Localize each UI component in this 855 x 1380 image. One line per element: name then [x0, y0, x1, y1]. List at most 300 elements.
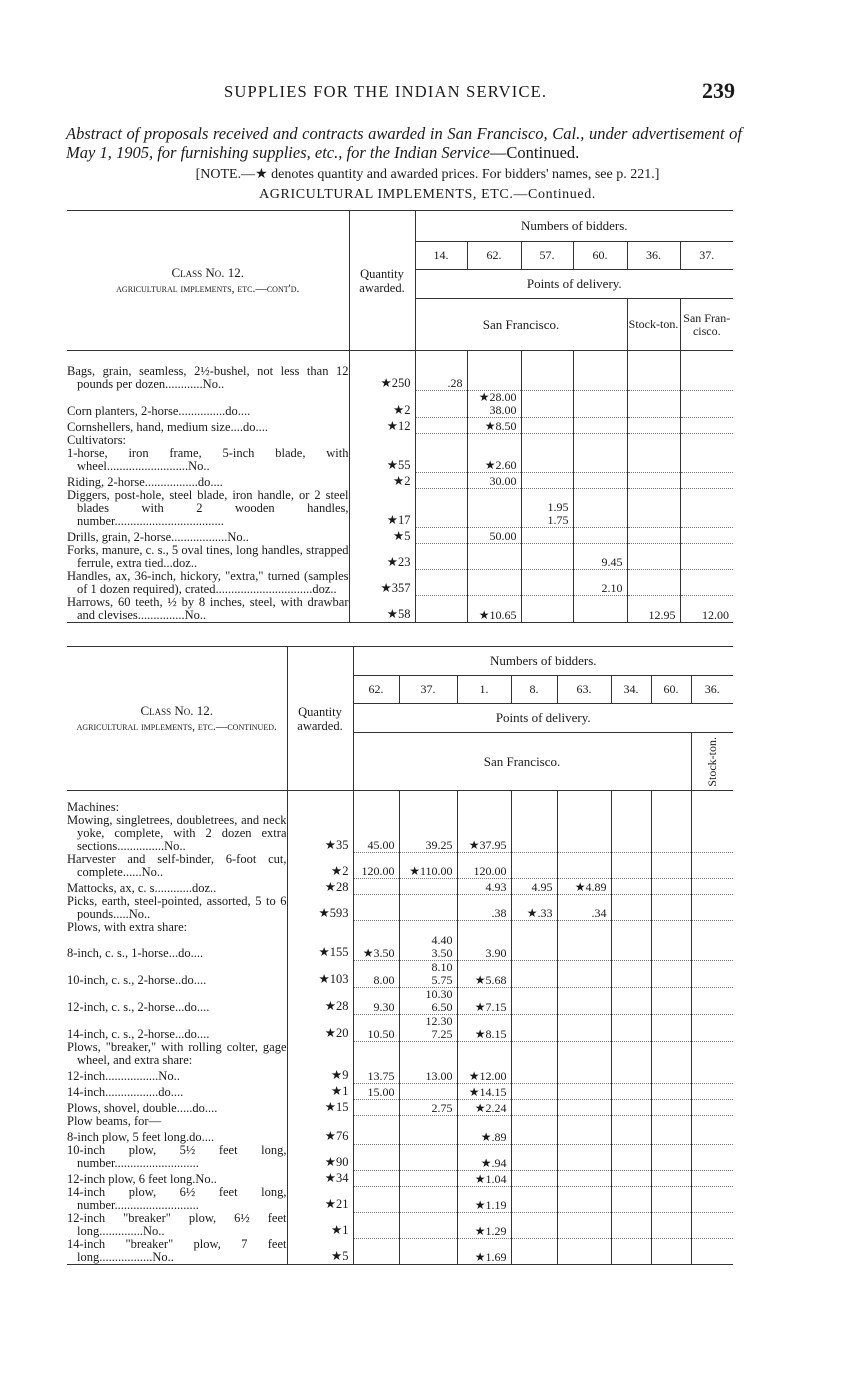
- bid-price: [651, 1186, 691, 1212]
- table-row: [67, 570, 733, 596]
- bid-price: [627, 391, 680, 418]
- bid-price: [521, 391, 573, 418]
- table-row: [67, 1128, 733, 1144]
- quantity-awarded: [287, 801, 353, 814]
- bid-price: [511, 1128, 557, 1144]
- bid-price: [573, 489, 627, 528]
- bid-price: 12.30 7.25: [399, 1014, 457, 1041]
- bid-price: [611, 1186, 651, 1212]
- bid-price: [521, 434, 573, 447]
- bid-price: 1.95 1.75: [521, 489, 573, 528]
- table-row: [67, 447, 733, 473]
- bid-price: [691, 934, 733, 961]
- delivery-stockton: Stock-ton.: [627, 299, 680, 351]
- table-row: [67, 921, 733, 934]
- bid-price: [399, 1128, 457, 1144]
- item-description: 10-inch plow, 5½ feet long, number...........................: [67, 1144, 287, 1170]
- bid-price: [415, 447, 467, 473]
- bid-price: [651, 1099, 691, 1115]
- bid-price: [353, 921, 399, 934]
- bid-price: [353, 879, 399, 895]
- bid-price: 120.00: [353, 853, 399, 879]
- bid-price: [691, 1041, 733, 1067]
- item-description: Harvester and self-binder, 6-foot cut, complete......No..: [67, 852, 287, 879]
- bid-price: [691, 814, 733, 853]
- bid-price: [557, 801, 611, 814]
- table-row: [67, 853, 733, 879]
- quantity-awarded: ★593: [287, 895, 353, 921]
- points-header: Points of delivery.: [353, 704, 733, 733]
- item-description: Machines:: [67, 800, 120, 814]
- bid-price: 15.00: [353, 1083, 399, 1099]
- quantity-awarded: ★90: [287, 1144, 353, 1170]
- class-header: [67, 647, 287, 791]
- bid-price: ★.94: [457, 1144, 511, 1170]
- bid-price: ★110.00: [399, 853, 457, 879]
- bid-price: [611, 1067, 651, 1083]
- class-label: Class No. 12.: [171, 264, 245, 280]
- bid-price: ★7.15: [457, 987, 511, 1014]
- bid-price: ★3.50: [353, 934, 399, 961]
- bid-price: [399, 879, 457, 895]
- item-description: 12-inch plow, 6 feet long.No..: [67, 1172, 217, 1186]
- bid-price: [611, 921, 651, 934]
- bid-price: [557, 1144, 611, 1170]
- bid-price: [353, 1144, 399, 1170]
- bid-price: [511, 814, 557, 853]
- bid-price: [415, 528, 467, 544]
- bid-price: [691, 1238, 733, 1265]
- quantity-awarded: ★28: [287, 987, 353, 1014]
- table-row: [67, 1238, 733, 1265]
- bid-price: 3.90: [457, 934, 511, 961]
- bid-price: [611, 1170, 651, 1186]
- bid-price: [680, 434, 733, 447]
- table-1-grid: [67, 210, 733, 629]
- bid-price: [573, 434, 627, 447]
- bid-price: [353, 1170, 399, 1186]
- bid-price: ★.33: [511, 895, 557, 921]
- bid-price: [457, 1041, 511, 1067]
- bid-price: 2.75: [399, 1099, 457, 1115]
- bid-price: [467, 434, 521, 447]
- bid-price: [415, 570, 467, 596]
- table-row: [67, 987, 733, 1014]
- item-description: Mowing, singletrees, doubletrees, and neck yoke, complete, with 2 dozen extra sections...............No..: [67, 813, 287, 853]
- bid-price: ★5.68: [457, 960, 511, 987]
- bid-price: [521, 365, 573, 391]
- bidder-number: 60.: [651, 676, 691, 704]
- bid-price: [521, 528, 573, 544]
- bid-price: [691, 1067, 733, 1083]
- table-row: [67, 473, 733, 489]
- bid-price: [691, 1128, 733, 1144]
- quantity-awarded-header: Quantity awarded.: [287, 647, 353, 791]
- bid-price: [680, 528, 733, 544]
- bid-price: [399, 801, 457, 814]
- quantity-awarded: ★20: [287, 1014, 353, 1041]
- bid-price: ★4.89: [557, 879, 611, 895]
- points-header: Points of delivery.: [415, 270, 733, 299]
- bid-price: [557, 1238, 611, 1265]
- bid-price: [651, 1144, 691, 1170]
- item-description: 10-inch, c. s., 2-horse..do....: [67, 973, 207, 987]
- bid-price: [627, 544, 680, 570]
- bid-price: 8.10 5.75: [399, 960, 457, 987]
- bid-price: ★2.60: [467, 447, 521, 473]
- bidder-number: 36.: [691, 676, 733, 704]
- bid-price: [573, 418, 627, 434]
- quantity-awarded: [349, 434, 415, 447]
- bid-price: [557, 1186, 611, 1212]
- quantity-awarded: ★17: [349, 489, 415, 528]
- table-row: [67, 895, 733, 921]
- item-description: Diggers, post-hole, steel blade, iron handle, or 2 steel blades with 2 wooden handles, number...................................: [67, 488, 349, 528]
- bid-price: 9.45: [573, 544, 627, 570]
- bid-price: [511, 1144, 557, 1170]
- table-2: [67, 646, 733, 1271]
- bid-price: [691, 1144, 733, 1170]
- bid-price: [511, 1099, 557, 1115]
- bid-price: [611, 801, 651, 814]
- bid-price: [557, 1083, 611, 1099]
- bid-price: [557, 1170, 611, 1186]
- bid-price: [627, 434, 680, 447]
- table-row: [67, 596, 733, 623]
- bid-price: [573, 528, 627, 544]
- class-label: Class No. 12.: [140, 702, 214, 718]
- item-description: 14-inch, c. s., 2-horse...do....: [67, 1027, 210, 1041]
- class-header: [67, 211, 349, 351]
- quantity-awarded: ★23: [349, 544, 415, 570]
- bid-price: [611, 960, 651, 987]
- running-head: [0, 78, 855, 106]
- item-description: Plow beams, for—: [67, 1115, 162, 1128]
- note: [NOTE.—★ denotes quantity and awarded prices. For bidders' names, see p. 221.]: [195, 167, 660, 182]
- item-description: Cornshellers, hand, medium size....do....: [67, 419, 269, 434]
- quantity-awarded: ★250: [349, 365, 415, 391]
- bidder-number: 34.: [611, 676, 651, 704]
- bid-price: [353, 1238, 399, 1265]
- bid-price: [557, 1041, 611, 1067]
- bidders-header: Numbers of bidders.: [353, 647, 733, 676]
- bid-price: 10.50: [353, 1014, 399, 1041]
- bid-price: 50.00: [467, 528, 521, 544]
- bid-price: [627, 570, 680, 596]
- bid-price: [399, 1170, 457, 1186]
- bid-price: [511, 801, 557, 814]
- quantity-awarded: ★21: [287, 1186, 353, 1212]
- table-row: [67, 1186, 733, 1212]
- quantity-awarded: ★34: [287, 1170, 353, 1186]
- bid-price: [557, 987, 611, 1014]
- abstract-title: [66, 124, 742, 162]
- bid-price: [353, 895, 399, 921]
- bidder-number: 37.: [399, 676, 457, 704]
- bid-price: ★8.50: [467, 418, 521, 434]
- item-description: Mattocks, ax, c. s............doz..: [67, 880, 217, 895]
- item-description: Handles, ax, 36-inch, hickory, "extra," turned (samples of 1 dozen required), crated...............................doz..: [67, 569, 349, 596]
- bid-price: [399, 1041, 457, 1067]
- class-description: agricultural implements, etc.—cont'd.: [116, 282, 300, 295]
- bid-price: 4.95: [511, 879, 557, 895]
- quantity-awarded: ★28: [287, 879, 353, 895]
- item-description: Riding, 2-horse.................do....: [67, 474, 223, 489]
- bid-price: [353, 1128, 399, 1144]
- bidder-number: 14.: [415, 242, 467, 270]
- item-description: Bags, grain, seamless, 2½-bushel, not less than 12 pounds per dozen............No..: [67, 364, 349, 391]
- item-description: 1-horse, iron frame, 5-inch blade, with wheel..........................No..: [67, 446, 349, 473]
- quantity-awarded: ★15: [287, 1099, 353, 1115]
- bid-price: 4.40 3.50: [399, 934, 457, 961]
- table-row: [67, 1170, 733, 1186]
- quantity-awarded: ★5: [349, 528, 415, 544]
- table-row: [67, 1212, 733, 1238]
- bid-price: [651, 853, 691, 879]
- bid-price: [651, 987, 691, 1014]
- table-2-grid: [67, 646, 733, 1271]
- bid-price: [399, 1083, 457, 1099]
- bid-price: 4.93: [457, 879, 511, 895]
- bid-price: [557, 921, 611, 934]
- bid-price: [611, 853, 651, 879]
- quantity-awarded: ★5: [287, 1238, 353, 1265]
- item-description: Plows, with extra share:: [67, 920, 188, 934]
- item-description: 12-inch.................No..: [67, 1069, 180, 1083]
- item-description: 12-inch, c. s., 2-horse...do....: [67, 1000, 210, 1014]
- item-description: 14-inch "breaker" plow, 7 feet long.................No..: [67, 1238, 287, 1264]
- bid-price: ★37.95: [457, 814, 511, 853]
- bid-price: 12.95: [627, 596, 680, 623]
- bid-price: [691, 1115, 733, 1128]
- bid-price: ★12.00: [457, 1067, 511, 1083]
- table-row: [67, 528, 733, 544]
- bid-price: [399, 1212, 457, 1238]
- bid-price: [557, 960, 611, 987]
- bid-price: [521, 473, 573, 489]
- bid-price: 120.00: [457, 853, 511, 879]
- bid-price: [467, 544, 521, 570]
- quantity-awarded-header: Quantity awarded.: [349, 211, 415, 351]
- bid-price: [557, 853, 611, 879]
- bid-price: [353, 1099, 399, 1115]
- bid-price: [511, 921, 557, 934]
- bidder-number: 60.: [573, 242, 627, 270]
- item-description: 12-inch "breaker" plow, 6½ feet long..............No..: [67, 1212, 287, 1238]
- quantity-awarded: ★2: [349, 473, 415, 489]
- bid-price: [691, 801, 733, 814]
- bid-price: [611, 1099, 651, 1115]
- bid-price: [680, 473, 733, 489]
- abstract-title-suffix: —Continued.: [489, 143, 580, 162]
- bid-price: [415, 596, 467, 623]
- table-row: [67, 1014, 733, 1041]
- section-title: AGRICULTURAL IMPLEMENTS, ETC.—Continued.: [259, 187, 596, 202]
- table-row: [67, 544, 733, 570]
- bid-price: 2.10: [573, 570, 627, 596]
- quantity-awarded: ★76: [287, 1128, 353, 1144]
- bid-price: [573, 473, 627, 489]
- bid-price: ★14.15: [457, 1083, 511, 1099]
- bidders-header: Numbers of bidders.: [415, 211, 733, 242]
- quantity-awarded: ★58: [349, 596, 415, 623]
- bid-price: [651, 934, 691, 961]
- bid-price: [611, 879, 651, 895]
- running-title: SUPPLIES FOR THE INDIAN SERVICE.: [224, 82, 548, 101]
- bid-price: [521, 447, 573, 473]
- bid-price: [691, 879, 733, 895]
- bid-price: [611, 934, 651, 961]
- table-row: [67, 391, 733, 418]
- bid-price: [691, 853, 733, 879]
- bid-price: [511, 1212, 557, 1238]
- bid-price: [611, 1014, 651, 1041]
- bid-price: [691, 1014, 733, 1041]
- bid-price: [611, 1041, 651, 1067]
- quantity-awarded: ★9: [287, 1067, 353, 1083]
- bid-price: [415, 434, 467, 447]
- bid-price: [521, 596, 573, 623]
- bid-price: [651, 1115, 691, 1128]
- bid-price: [651, 1067, 691, 1083]
- page-number: 239: [702, 78, 735, 103]
- table-1: [67, 210, 733, 629]
- item-description: Cultivators:: [67, 433, 127, 447]
- bid-price: [611, 1115, 651, 1128]
- bid-price: [680, 418, 733, 434]
- delivery-stockton-cell: [691, 733, 733, 791]
- bid-price: [415, 489, 467, 528]
- bid-price: [651, 1014, 691, 1041]
- bid-price: [557, 1067, 611, 1083]
- bid-price: [399, 1144, 457, 1170]
- bid-price: [627, 365, 680, 391]
- bidder-number: 62.: [353, 676, 399, 704]
- bid-price: [651, 960, 691, 987]
- bid-price: [557, 1014, 611, 1041]
- bid-price: 9.30: [353, 987, 399, 1014]
- delivery-san-francisco-2: San Fran-cisco.: [680, 299, 733, 351]
- bid-price: [651, 801, 691, 814]
- bid-price: [651, 895, 691, 921]
- bidder-number: 57.: [521, 242, 573, 270]
- bid-price: ★10.65: [467, 596, 521, 623]
- bid-price: [691, 1170, 733, 1186]
- bid-price: [573, 447, 627, 473]
- bid-price: [691, 921, 733, 934]
- item-description: Plows, "breaker," with rolling colter, gage wheel, and extra share:: [67, 1041, 287, 1067]
- bid-price: [521, 418, 573, 434]
- bid-price: [511, 1238, 557, 1265]
- bid-price: [691, 1083, 733, 1099]
- bid-price: [573, 391, 627, 418]
- bid-price: [511, 853, 557, 879]
- bid-price: [611, 1238, 651, 1265]
- bidder-number: 63.: [557, 676, 611, 704]
- bid-price: [353, 1041, 399, 1067]
- bid-price: [651, 814, 691, 853]
- bid-price: [557, 1128, 611, 1144]
- bid-price: [611, 814, 651, 853]
- quantity-awarded: [287, 1115, 353, 1128]
- item-description: Forks, manure, c. s., 5 oval tines, long handles, strapped ferrule, extra tied...doz..: [67, 543, 349, 570]
- quantity-awarded: ★155: [287, 934, 353, 961]
- bid-price: [511, 1083, 557, 1099]
- item-description: Picks, earth, steel-pointed, assorted, 5 to 6 pounds.....No..: [67, 894, 287, 921]
- bid-price: [511, 960, 557, 987]
- class-description: agricultural implements, etc.—continued.: [76, 720, 277, 733]
- quantity-awarded: ★35: [287, 814, 353, 853]
- bid-price: ★1.29: [457, 1212, 511, 1238]
- table-end-rule: [67, 1265, 733, 1272]
- bid-price: [511, 1170, 557, 1186]
- bid-price: [511, 1115, 557, 1128]
- item-description: 8-inch, c. s., 1-horse...do....: [67, 946, 204, 960]
- bidder-number: 8.: [511, 676, 557, 704]
- bid-price: [680, 489, 733, 528]
- item-description: 8-inch plow, 5 feet long.do....: [67, 1130, 215, 1144]
- bid-price: ★1.04: [457, 1170, 511, 1186]
- quantity-awarded: ★103: [287, 960, 353, 987]
- bid-price: [691, 987, 733, 1014]
- bid-price: [415, 418, 467, 434]
- bid-price: [627, 473, 680, 489]
- bid-price: [680, 365, 733, 391]
- bidder-number: 1.: [457, 676, 511, 704]
- quantity-awarded: ★1: [287, 1212, 353, 1238]
- bid-price: [573, 365, 627, 391]
- bid-price: [627, 528, 680, 544]
- bid-price: [457, 921, 511, 934]
- bid-price: [651, 1041, 691, 1067]
- bid-price: [399, 921, 457, 934]
- table-row: [67, 814, 733, 853]
- bidder-number: 37.: [680, 242, 733, 270]
- bidder-number: 36.: [627, 242, 680, 270]
- bid-price: [521, 544, 573, 570]
- quantity-awarded: [287, 921, 353, 934]
- bid-price: [467, 365, 521, 391]
- bid-price: [680, 391, 733, 418]
- bid-price: [611, 895, 651, 921]
- bid-price: [353, 1115, 399, 1128]
- table-row: [67, 1041, 733, 1067]
- bid-price: [651, 921, 691, 934]
- bid-price: [399, 1115, 457, 1128]
- bid-price: [399, 1238, 457, 1265]
- quantity-awarded: ★12: [349, 418, 415, 434]
- bid-price: 13.75: [353, 1067, 399, 1083]
- bid-price: ★28.00 38.00: [467, 391, 521, 418]
- bid-price: ★1.19: [457, 1186, 511, 1212]
- bid-price: [511, 1014, 557, 1041]
- bid-price: [611, 1083, 651, 1099]
- bidder-number: 62.: [467, 242, 521, 270]
- bid-price: [511, 1041, 557, 1067]
- bid-price: ★2.24: [457, 1099, 511, 1115]
- bid-price: [691, 960, 733, 987]
- bid-price: [511, 1067, 557, 1083]
- quantity-awarded: ★1: [287, 1083, 353, 1099]
- bid-price: [691, 1099, 733, 1115]
- bid-price: [415, 391, 467, 418]
- bid-price: [691, 1212, 733, 1238]
- bid-price: [457, 1115, 511, 1128]
- bid-price: [521, 570, 573, 596]
- bid-price: 45.00: [353, 814, 399, 853]
- table-row: [67, 1067, 733, 1083]
- bid-price: [680, 447, 733, 473]
